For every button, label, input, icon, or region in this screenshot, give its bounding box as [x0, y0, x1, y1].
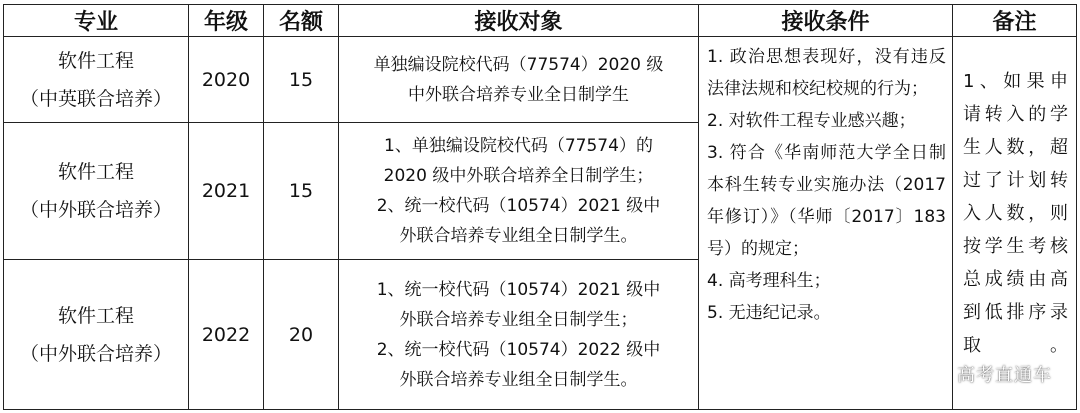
major-cell [4, 37, 189, 123]
target-cell [339, 123, 699, 260]
major-program: （中外联合培养） [19, 342, 172, 365]
target-line: 外联合培养专业组全日制学生。 [399, 369, 638, 390]
header-quota: 名额 [264, 5, 339, 37]
major-name: 软件工程 [57, 49, 134, 72]
target-cell [339, 260, 699, 410]
watermark: 高考直通车 [957, 365, 1052, 386]
condition-item: 3. 符合《华南师范大学全日制本科生转专业实施办法（2017 年修订）》（华师〔2017〕183 号）的规定； [707, 143, 946, 259]
target-line: 外联合培养专业组全日制学生； [399, 309, 638, 330]
target-line: 1、统一校代码（10574）2021 级中 [376, 279, 661, 300]
conditions-cell [699, 37, 953, 410]
major-name: 软件工程 [57, 161, 134, 183]
target-line: 1、单独编设院校代码（77574）的 [384, 136, 653, 156]
target-line: 2、统一校代码（10574）2022 级中 [376, 339, 661, 360]
condition-item: 5. 无违纪记录。 [707, 303, 831, 323]
major-cell [4, 123, 189, 260]
major-program: （中英联合培养） [19, 87, 172, 110]
transfer-table [3, 4, 1077, 410]
quota-cell: 15 [264, 37, 339, 123]
header-remarks: 备注 [953, 5, 1077, 37]
header-conditions: 接收条件 [699, 5, 953, 37]
quota-cell: 15 [264, 123, 339, 260]
table-row [4, 37, 1077, 123]
condition-item: 4. 高考理科生； [707, 271, 831, 291]
condition-item: 1. 政治思想表现好，没有违反法律法规和校纪校规的行为； [707, 47, 946, 99]
target-cell [339, 37, 699, 123]
major-program: （中外联合培养） [19, 199, 172, 221]
grade-cell: 2021 [189, 123, 264, 260]
target-line: 中外联合培养专业全日制学生 [408, 84, 629, 105]
target-line: 单独编设院校代码（77574）2020 级 [373, 54, 664, 75]
grade-cell: 2020 [189, 37, 264, 123]
condition-item: 2. 对软件工程专业感兴趣； [707, 111, 916, 131]
target-line: 2、统一校代码（10574）2021 级中 [376, 196, 661, 216]
major-cell [4, 260, 189, 410]
header-grade: 年级 [189, 5, 264, 37]
target-line: 2020 级中外联合培养全日制学生； [383, 166, 654, 186]
remarks-cell: 1、如果申请转入的学生人数，超过了计划转入人数，则按学生考核总成绩由高到低排序录取。 [953, 37, 1077, 410]
major-name: 软件工程 [57, 304, 134, 327]
header-target: 接收对象 [339, 5, 699, 37]
target-line: 外联合培养专业组全日制学生。 [399, 226, 638, 246]
quota-cell: 20 [264, 260, 339, 410]
header-major: 专业 [4, 5, 189, 37]
grade-cell: 2022 [189, 260, 264, 410]
header-row [4, 5, 1077, 37]
